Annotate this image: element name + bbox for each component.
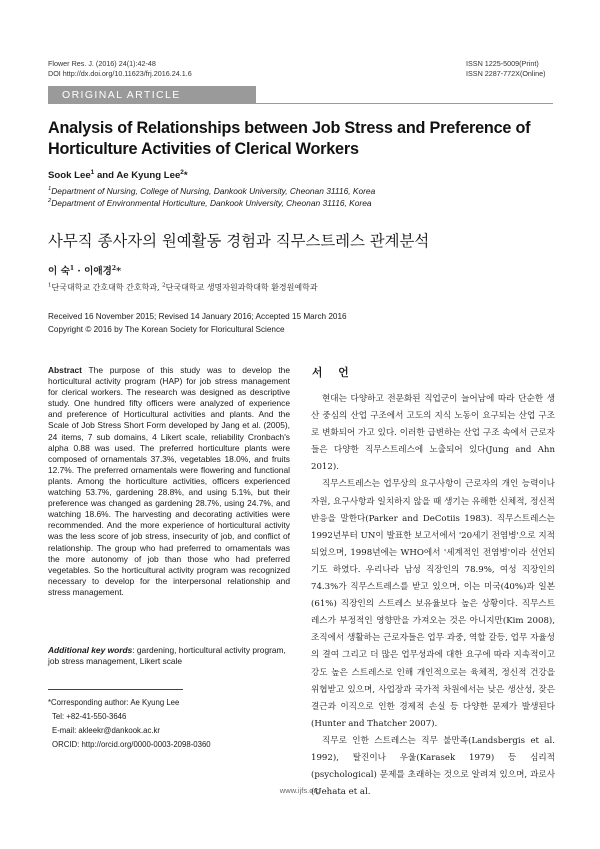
- korean-affiliations: [48, 282, 318, 293]
- keywords: [48, 645, 290, 667]
- korean-aff-1-sup: 1: [48, 282, 52, 289]
- affiliation-2-sup: 2: [48, 198, 52, 204]
- author-1-sup: 1: [90, 169, 95, 176]
- abstract-label: Abstract: [48, 365, 82, 375]
- issn-print: ISSN 1225-5009(Print): [466, 59, 539, 68]
- korean-author-line: [48, 263, 121, 277]
- corresponding-orcid[interactable]: ORCID: http://orcid.org/0000-0003-2098-0360: [52, 740, 211, 749]
- korean-author-1-sup: 1: [69, 264, 75, 272]
- affiliation-1-text: Department of Nursing, College of Nursing, Dankook University, Cheonan 31116, Korea: [51, 185, 376, 196]
- journal-citation: [48, 59, 192, 79]
- korean-author-2-sup: 2: [111, 264, 117, 272]
- corresponding-star: *: [183, 170, 188, 182]
- affiliation-2: [48, 196, 372, 209]
- footnote-divider: [48, 689, 183, 690]
- author-joiner: and: [94, 170, 117, 182]
- intro-paragraph-2: 직무스트레스는 업무상의 요구사항이 근로자의 개인 능력이나 자원, 요구사항과 일치하지 않을 때 생기는 유해한 신체적, 정신적 반응을 말한다(Parker and DeCotiis 1983). 직무스트레스는 1992년부터 UN이 발표한 보고서에서 '20세기 전염병'으로 지적되었으며, 1998년에는 WHO에서 '세계적인 전염병'이라 선언되기도 하였다. 우리나라 남성 직장인의 78.9%, 여성 직장인의 74.3%가 직무스트레스를 받고 있으며, 이는 미국(40%)과 일본(61%) 직장인의 스트레스 보유율보다 높은 상황이다. 직무스트레스가 부정적인 영향만을 가져오는 것은 아니지만(Kim 2008), 조직에서 생활하는 근로자들은 업무 과중, 역할 갈등, 업무 자율성의 결여 그리고 더 많은 업무성과에 대한 요구에 따라 지속적이고 강도 높은 스트레스로 인해 개인적으로는 육체적, 정신적 건강을 위협받고 있으며, 사업장과 국가적 차원에서는 낮은 생산성, 잦은 결근과 이직으로 인한 경제적 손실 등 다양한 문제가 발생된다(Hunter and Thatcher 2007).: [311, 479, 555, 729]
- author-2-sup: 2: [180, 169, 184, 176]
- affiliation-2-text: Department of Environmental Horticulture, Dankook University, Cheonan 31116, Korea: [51, 197, 372, 208]
- banner-divider: [48, 103, 553, 104]
- korean-star: *: [116, 266, 122, 277]
- keywords-text: : gardening, horticultural activity program, job stress management, Likert scale: [48, 645, 286, 667]
- keywords-label: Additional key words: [48, 645, 133, 655]
- intro-paragraph-1: 현대는 다양하고 전문화된 직업군이 늘어남에 따라 단순한 생산 중심의 산업 구조에서 고도의 지식 노동이 요구되는 산업 구조로 변화되어 가고 있다. 이러한 급변하는 산업 구조 속에서 근로자들은 다양한 직무스트레스에 노출되어 있다(Jung and Ahn 2012).: [311, 394, 555, 473]
- author-line: [48, 169, 188, 181]
- korean-author-1: 이 숙: [48, 266, 70, 277]
- korean-aff-2-sup: 2: [162, 282, 166, 289]
- article-title: Analysis of Relationships between Job Stress and Preference of Horticulture Activities of Clerical Workers: [48, 119, 531, 158]
- doi-line[interactable]: DOI http://dx.doi.org/10.11623/frj.2016.24.1.6: [48, 69, 192, 78]
- copyright-line: Copyright © 2016 by The Korean Society for Floricultural Science: [48, 325, 285, 334]
- received-dates: Received 16 November 2015; Revised 14 January 2016; Accepted 15 March 2016: [48, 312, 347, 321]
- journal-url-footer[interactable]: www.ijfs.org: [279, 786, 321, 795]
- abstract-text: The purpose of this study was to develop the horticultural activity program (HAP) for job stress management for clerical workers. The research was designed as descriptive study. One hundred fifty officers were analyzed of experience and preference of Horticultural activities and plants. And the Scale of Job Stress Short Form developed by Jang et al. (2005), 24 items, 7 sub domains, 4 Likert scale, reliability Cronbach's alpha 0.88 was used. The preferred horticulture plants were composed of ornamentals 37.3%, vegetables 18.0%, and fruits 12.7%. The preferred ornamentals were flowering and functional plants. Among the horticulture activities, officers experienced watching 53.7%, gardening 28.8%, and using 5.1%, but their preference was changed as gardening 28.7%, using 24.7%, and watching 18.6%. The harvesting and decorating activities were recommended. And the more experience of horticultural activity was the less score of job stress, insecurity of job, and conflict of relationship. The group who had preferred to ornamentals was the more autonomy of job than those who had preferred vegetables. So the horticultural activity program was recognized necessary to develop for the interpersonal relationship and stress management.: [48, 365, 290, 597]
- journal-line: Flower Res. J. (2016) 24(1):42-48: [48, 59, 156, 68]
- article-type-banner: ORIGINAL ARTICLE: [48, 86, 256, 104]
- corresponding-author: *Corresponding author: Ae Kyung Lee: [48, 698, 180, 707]
- intro-paragraph-3: 직무로 인한 스트레스는 직무 불만족(Landsbergis et al. 1992), 탈진이나 우울(Karasek 1979) 등 심리적(psychological) 문제를 초래하는 것으로 알려져 있으며, 과로사(Uehata et al.: [311, 735, 555, 798]
- issn-online: ISSN 2287-772X(Online): [466, 69, 546, 78]
- abstract: [48, 365, 290, 598]
- introduction-heading: 서 언: [312, 366, 355, 379]
- korean-title: 사무직 종사자의 원예활동 경험과 직무스트레스 관계분석: [48, 232, 430, 250]
- korean-aff-1: 단국대학교 간호대학 간호학과,: [51, 283, 163, 292]
- issn-block: [466, 59, 546, 79]
- korean-aff-2: 단국대학교 생명자원과학대학 환경원예학과: [165, 283, 318, 292]
- introduction-body: [311, 391, 555, 801]
- author-1: Sook Lee: [48, 170, 91, 182]
- corresponding-email[interactable]: E-mail: akleekr@dankook.ac.kr: [52, 726, 161, 735]
- author-2: Ae Kyung Lee: [116, 170, 181, 182]
- corresponding-tel: Tel: +82-41-550-3646: [52, 712, 127, 721]
- korean-author-dot: ·: [74, 266, 85, 277]
- affiliation-1-sup: 1: [48, 186, 52, 192]
- korean-author-2: 이애경: [84, 266, 112, 277]
- affiliation-1: [48, 184, 375, 197]
